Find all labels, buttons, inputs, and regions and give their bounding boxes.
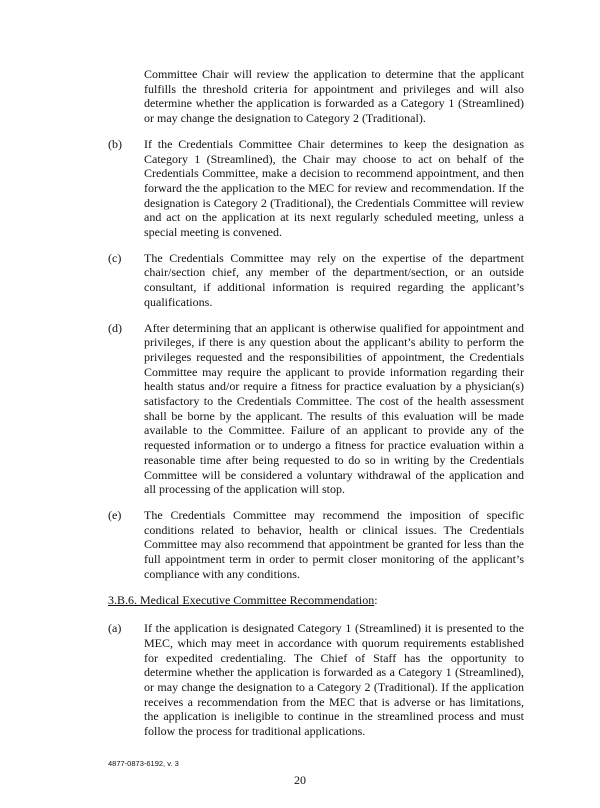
item-text-b: If the Credentials Committee Chair determines to keep the designation as Category 1 (Streamlined), the Chair may choose to act on behalf of the Credentials Committee, make a decision to recommend appointment, and then forward the the application to the MEC for review and recommendation. If the designation is Category 2 (Traditional), the Credentials Committee will review and act on the application at its next regularly scheduled meeting, unless a special meeting is convened. (144, 136, 524, 240)
section-heading-colon: : (374, 592, 378, 607)
document-id: 4877-0873-6192, v. 3 (108, 758, 179, 768)
intro-paragraph: Committee Chair will review the application to determine that the applicant fulfills the threshold criteria for appointment and privileges and will also determine whether the application is forwarded as a Category 1 (Streamlined) or may change the designation to Category 2 (Traditional). (144, 67, 524, 126)
item-label-c: (c) (108, 250, 122, 265)
list-item-b (108, 137, 524, 240)
list-item-a (108, 621, 524, 739)
item-text-a: If the application is designated Category 1 (Streamlined) it is presented to the MEC, which may meet in accordance with quorum requirements established for expedited credentialing. The Chief of Staff has the opportunity to determine whether the application is forwarded as a Category 1 (Streamlined), or may change the designation to a Category 2 (Traditional). If the application receives a recommendation from the MEC that is adverse or has limitations, the application is ineligible to continue in the streamlined process and must follow the process for traditional applications. (144, 621, 524, 739)
item-label-a: (a) (108, 621, 122, 636)
item-label-e: (e) (108, 507, 122, 522)
section-heading (108, 593, 524, 608)
item-text-c: The Credentials Committee may rely on the expertise of the department chair/section chief, any member of the department/section, or an outside consultant, if additional information is required regarding the applicant’s qualifications. (144, 250, 524, 309)
list-item-c (108, 251, 524, 310)
list-item-d (108, 321, 524, 497)
item-text-e: The Credentials Committee may recommend the imposition of specific conditions related to behavior, health or clinical issues. The Credentials Committee may also recommend that appointment be granted for less than the full appointment term in order to permit closer monitoring of the applicant’s compliance with any conditions. (144, 507, 524, 581)
item-label-d: (d) (108, 320, 122, 335)
item-text-d: After determining that an applicant is otherwise qualified for appointment and privileges, if there is any question about the applicant’s ability to perform the privileges requested and the responsibilities of appointment, the Credentials Committee may require the applicant to provide information regarding their health status and/or require a fitness for practice evaluation by a physician(s) satisfactory to the Credentials Committee. The cost of the health assessment shall be borne by the applicant. The results of this evaluation will be made available to the Committee. Failure of an applicant to provide any of the requested information or to undergo a fitness for practice evaluation within a reasonable time after being requested to do so in writing by the Credentials Committee will be considered a voluntary withdrawal of the application and all processing of the application will stop. (144, 320, 524, 497)
page-number: 20 (294, 772, 306, 787)
item-label-b: (b) (108, 136, 122, 151)
list-item-e (108, 508, 524, 582)
section-heading-text: 3.B.6. Medical Executive Committee Recommendation (108, 592, 375, 607)
